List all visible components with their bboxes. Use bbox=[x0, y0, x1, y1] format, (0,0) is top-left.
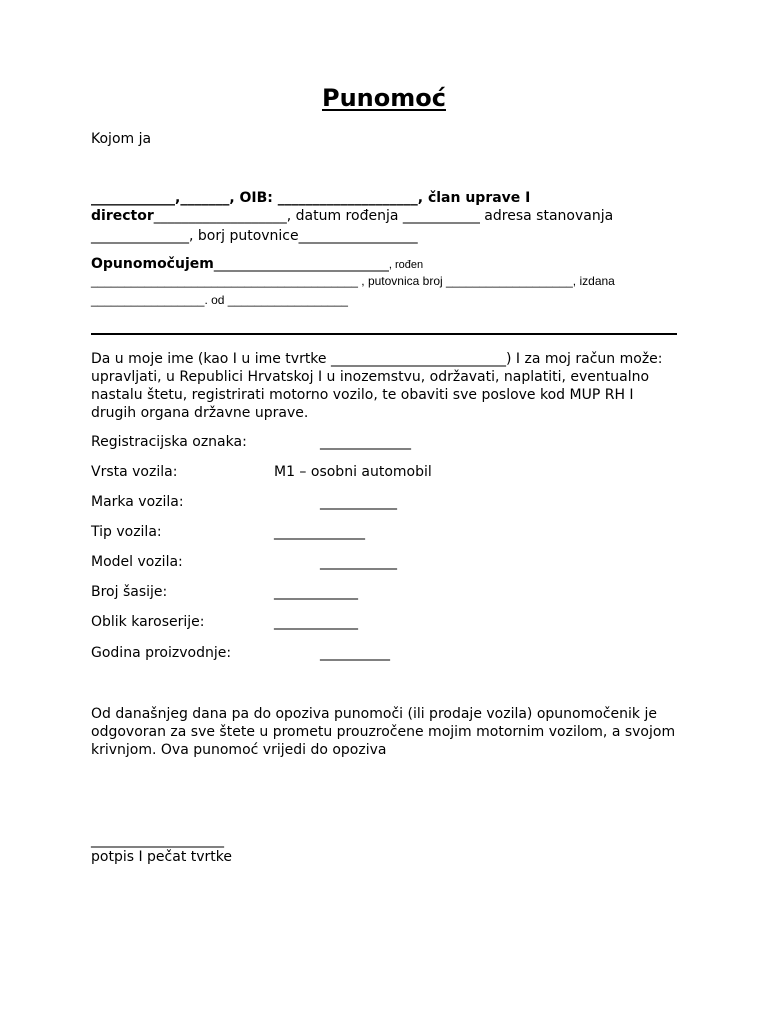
director-label: director bbox=[91, 208, 154, 224]
signature-label: potpis I pečat tvrtke bbox=[91, 849, 232, 865]
vehicle-field-label: Broj šasije: bbox=[91, 584, 168, 600]
grantee-line-1 bbox=[91, 255, 423, 274]
vehicle-field-label: Oblik karoserije: bbox=[91, 614, 205, 630]
vehicle-field-label: Model vozila: bbox=[91, 554, 183, 570]
grantee-born-label: , rođen bbox=[388, 259, 424, 271]
vehicle-field-value: ___________ bbox=[320, 494, 397, 510]
grantor-line-2 bbox=[91, 207, 613, 225]
grantee-line-3: _________________. od __________________ bbox=[91, 293, 348, 307]
liability-paragraph: Od današnjeg dana pa do opoziva punomoči (ili prodaje vozila) opunomočenik je odgovoran za sve štete u prometu prouzročene mojim motornim vozilom, a svojom krivnjom. Ova punomoć vrijedi do opoziva bbox=[91, 706, 676, 758]
vehicle-field-label: Marka vozila: bbox=[91, 494, 184, 510]
grantee-name-blank: _________________________ bbox=[213, 256, 389, 272]
vehicle-field-label: Vrsta vozila: bbox=[91, 464, 178, 480]
signature-line: ___________________ bbox=[91, 832, 224, 848]
vehicle-field-label: Tip vozila: bbox=[91, 524, 162, 540]
vehicle-field-value: M1 – osobni automobil bbox=[274, 464, 432, 480]
vehicle-field-value: ____________ bbox=[274, 614, 358, 630]
vehicle-field-value: __________ bbox=[320, 645, 390, 661]
vehicle-field-value: ___________ bbox=[320, 554, 397, 570]
vehicle-field-value: _____________ bbox=[320, 434, 411, 450]
vehicle-field-label: Godina proizvodnje: bbox=[91, 645, 232, 661]
vehicle-field-value: _____________ bbox=[274, 524, 365, 540]
document-title: Punomoć bbox=[322, 84, 446, 112]
vehicle-field-value: ____________ bbox=[274, 584, 358, 600]
grantor-line-3: ______________, borj putovnice_________________ bbox=[91, 228, 418, 244]
grantor-line-1: ____________,_______, OIB: ____________________, član uprave I bbox=[91, 190, 531, 206]
grantee-line-2: ________________________________________ , putovnica broj ___________________, izdana bbox=[91, 274, 615, 288]
intro-text: Kojom ja bbox=[91, 131, 152, 147]
separator-rule bbox=[91, 333, 677, 335]
grantor-line-2-rest: ___________________, datum rođenja ___________ adresa stanovanja bbox=[153, 208, 614, 224]
vehicle-field-label: Registracijska oznaka: bbox=[91, 434, 247, 450]
authorization-paragraph: Da u moje ime (kao I u ime tvrtke _________________________) I za moj račun može: upravljati, u Republici Hrvatskoj I u inozemstvu, održavati, naplatiti, eventualno nastalu štetu, registrirati motorno vozilo, te obaviti sve poslove kod MUP RH I drugih organa državne uprave. bbox=[91, 351, 663, 421]
grantee-label: Opunomočujem bbox=[91, 256, 214, 272]
